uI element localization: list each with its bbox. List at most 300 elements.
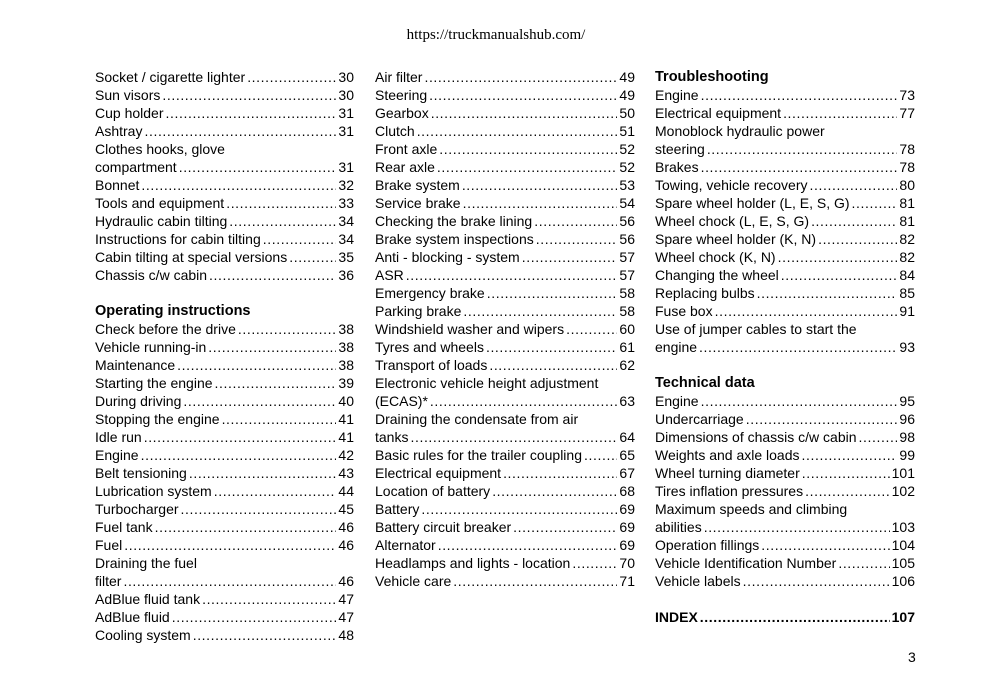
toc-entry[interactable] [95, 374, 354, 392]
dot-leader [247, 68, 336, 86]
toc-entry-label: steering [655, 141, 705, 157]
dot-leader [566, 320, 617, 338]
toc-entry-page: 69 [619, 501, 635, 517]
toc-entry-page: 98 [899, 429, 915, 445]
toc-entry-label: Idle run [95, 429, 142, 445]
toc-entry[interactable] [95, 338, 354, 356]
toc-entry[interactable] [655, 140, 915, 158]
toc-entry-page: 46 [338, 519, 354, 535]
toc-entry-page: 67 [619, 465, 635, 481]
toc-entry-label: Use of jumper cables to start the [655, 321, 857, 337]
toc-entry-label: filter [95, 573, 122, 589]
toc-entry[interactable] [655, 248, 915, 266]
toc-entry-label: Tyres and wheels [375, 339, 484, 355]
dot-leader [701, 158, 898, 176]
dot-leader [489, 356, 617, 374]
dot-leader [202, 590, 336, 608]
toc-entry-page: 105 [891, 555, 915, 571]
toc-entry-page: 102 [891, 483, 915, 499]
toc-entry-label: Instructions for cabin tilting [95, 231, 261, 247]
toc-entry-label: Battery circuit breaker [375, 519, 512, 535]
toc-entry[interactable] [95, 572, 354, 590]
toc-entry[interactable] [375, 338, 635, 356]
toc-entry[interactable] [95, 482, 354, 500]
toc-entry[interactable] [375, 230, 635, 248]
toc-entry-label: Turbocharger [95, 501, 179, 517]
toc-entry[interactable] [655, 410, 915, 428]
toc-entry-label: Check before the drive [95, 321, 236, 337]
toc-entry[interactable] [375, 212, 635, 230]
toc-entry[interactable] [95, 464, 354, 482]
toc-entry[interactable] [375, 554, 635, 572]
toc-entry-page: 38 [338, 357, 354, 373]
toc-entry-page: 70 [619, 555, 635, 571]
toc-entry-page: 35 [338, 249, 354, 265]
toc-entry[interactable] [375, 248, 635, 266]
toc-entry-page: 69 [619, 519, 635, 535]
toc-entry-page: 63 [619, 393, 635, 409]
toc-entry[interactable] [655, 158, 915, 176]
dot-leader [838, 554, 889, 572]
toc-entry-page: 40 [338, 393, 354, 409]
toc-entry-label: Steering [375, 87, 428, 103]
toc-entry-page: 85 [899, 285, 915, 301]
dot-leader [746, 410, 898, 428]
toc-entry[interactable] [375, 86, 635, 104]
toc-entry[interactable] [655, 446, 915, 464]
toc-entry-page: 52 [619, 141, 635, 157]
dot-leader [141, 446, 337, 464]
dot-leader [177, 356, 336, 374]
dot-leader [503, 464, 617, 482]
toc-entry[interactable] [655, 284, 915, 302]
toc-entry-label: AdBlue fluid tank [95, 591, 201, 607]
toc-entry[interactable] [375, 266, 635, 284]
toc-entry[interactable] [95, 590, 354, 608]
dot-leader [179, 158, 337, 176]
toc-entry-page: 107 [891, 609, 915, 625]
toc-entry[interactable] [95, 500, 354, 518]
toc-entry-label: Headlamps and lights - location [375, 555, 571, 571]
toc-entry[interactable] [655, 266, 915, 284]
toc-column-1 [95, 68, 354, 644]
dot-leader [810, 176, 898, 194]
toc-entry[interactable] [655, 86, 915, 104]
toc-entry[interactable] [375, 194, 635, 212]
toc-entry-page: 101 [891, 465, 915, 481]
toc-entry[interactable] [95, 446, 354, 464]
toc-entry-label: Socket / cigarette lighter [95, 69, 246, 85]
toc-entry[interactable] [95, 518, 354, 536]
toc-entry-page: 58 [619, 285, 635, 301]
dot-leader [166, 104, 337, 122]
toc-entry[interactable] [95, 428, 354, 446]
toc-entry-label: Basic rules for the trailer coupling [375, 447, 582, 463]
toc-entry-label: INDEX [655, 609, 698, 625]
toc-entry-label: engine [655, 339, 698, 355]
toc-entry[interactable] [655, 482, 915, 500]
toc-entry-label: Cup holder [95, 105, 164, 121]
toc-entry[interactable] [95, 320, 354, 338]
toc-entry-label: Parking brake [375, 303, 462, 319]
toc-entry-page: 38 [338, 339, 354, 355]
toc-entry[interactable] [95, 266, 354, 284]
dot-leader [421, 500, 617, 518]
toc-entry[interactable] [95, 536, 354, 554]
toc-entry-page: 45 [338, 501, 354, 517]
section-spacer [655, 356, 915, 374]
toc-entry-page: 73 [899, 87, 915, 103]
dot-leader [437, 158, 618, 176]
toc-entry-label: Rear axle [375, 159, 435, 175]
toc-entry-page: 78 [899, 159, 915, 175]
toc-entry-page: 93 [899, 339, 915, 355]
toc-entry-continued[interactable] [375, 374, 635, 392]
dot-leader [222, 410, 337, 428]
toc-entry-page: 36 [338, 267, 354, 283]
toc-entry[interactable] [95, 68, 354, 86]
toc-entry[interactable] [375, 446, 635, 464]
toc-entry-label: abilities [655, 519, 702, 535]
toc-entry-page: 34 [338, 231, 354, 247]
toc-entry[interactable] [375, 464, 635, 482]
toc-entry-continued[interactable] [95, 140, 354, 158]
toc-entry-page: 104 [891, 537, 915, 553]
toc-entry-label: Tires inflation pressures [655, 483, 804, 499]
toc-entry[interactable] [655, 392, 915, 410]
toc-entry-page: 31 [338, 105, 354, 121]
toc-entry[interactable] [95, 392, 354, 410]
dot-leader [584, 446, 617, 464]
toc-entry-continued[interactable] [655, 500, 915, 518]
section-heading: Troubleshooting [655, 69, 769, 85]
toc-entry[interactable] [655, 194, 915, 212]
toc-entry[interactable] [375, 140, 635, 158]
dot-leader [431, 104, 618, 122]
page-number: 3 [908, 649, 916, 665]
toc-entry-page: 65 [619, 447, 635, 463]
toc-entry[interactable] [655, 536, 915, 554]
toc-entry[interactable] [655, 338, 915, 356]
toc-entry[interactable] [375, 428, 635, 446]
toc-entry-page: 77 [899, 105, 915, 121]
toc-entry[interactable] [375, 320, 635, 338]
dot-leader [572, 554, 617, 572]
toc-entry-page: 34 [338, 213, 354, 229]
dot-leader [417, 122, 618, 140]
toc-entry-label: During driving [95, 393, 182, 409]
toc-entry[interactable] [655, 230, 915, 248]
toc-entry[interactable] [655, 464, 915, 482]
toc-entry-label: Hydraulic cabin tilting [95, 213, 228, 229]
toc-entry-page: 50 [619, 105, 635, 121]
toc-entry[interactable] [95, 176, 354, 194]
toc-entry-page: 84 [899, 267, 915, 283]
source-url[interactable]: https://truckmanualshub.com/ [406, 27, 586, 43]
dot-leader [155, 518, 337, 536]
toc-entry-label: Wheel chock (L, E, S, G) [655, 213, 810, 229]
toc-entry[interactable] [375, 518, 635, 536]
toc-entry[interactable] [375, 482, 635, 500]
toc-entry[interactable] [95, 626, 354, 644]
toc-entry-label: Spare wheel holder (L, E, S, G) [655, 195, 850, 211]
toc-entry-continued[interactable] [655, 320, 915, 338]
toc-entry-page: 78 [899, 141, 915, 157]
toc-entry-page: 60 [619, 321, 635, 337]
toc-entry-page: 68 [619, 483, 635, 499]
toc-entry[interactable] [95, 122, 354, 140]
toc-entry-page: 41 [338, 411, 354, 427]
toc-entry-page: 95 [899, 393, 915, 409]
dot-leader [778, 248, 898, 266]
dot-leader [209, 266, 336, 284]
toc-entry-page: 103 [891, 519, 915, 535]
toc-entry-continued[interactable] [95, 554, 354, 572]
toc-entry-label: Chassis c/w cabin [95, 267, 208, 283]
toc-entry-label: Fuel tank [95, 519, 153, 535]
toc-entry[interactable] [655, 302, 915, 320]
dot-leader [487, 284, 618, 302]
toc-entry-label: Dimensions of chassis c/w cabin [655, 429, 857, 445]
toc-entry[interactable] [375, 500, 635, 518]
dot-leader [453, 572, 617, 590]
toc-column-2 [375, 68, 635, 590]
section-spacer [95, 284, 354, 302]
dot-leader [406, 266, 618, 284]
dot-leader [802, 464, 890, 482]
toc-entry-label: Monoblock hydraulic power [655, 123, 825, 139]
dot-leader [430, 392, 618, 410]
toc-entry-label: Brake system [375, 177, 460, 193]
toc-entry-page: 48 [338, 627, 354, 643]
dot-leader [783, 104, 897, 122]
dot-leader [700, 608, 890, 626]
toc-entry-page: 54 [619, 195, 635, 211]
section-heading: Technical data [655, 375, 755, 391]
toc-entry-page: 31 [338, 159, 354, 175]
toc-entry-label: Towing, vehicle recovery [655, 177, 808, 193]
dot-leader [429, 86, 617, 104]
toc-entry-page: 57 [619, 249, 635, 265]
dot-leader [289, 248, 336, 266]
toc-entry-label: Draining the condensate from air [375, 411, 579, 427]
dot-leader [757, 284, 898, 302]
dot-leader [536, 230, 618, 248]
toc-entry-label: Electronic vehicle height adjustment [375, 375, 599, 391]
toc-entry-page: 80 [899, 177, 915, 193]
dot-leader [144, 122, 336, 140]
toc-entry-label: Air filter [375, 69, 423, 85]
toc-entry[interactable] [655, 518, 915, 536]
dot-leader [172, 608, 337, 626]
toc-entry-page: 41 [338, 429, 354, 445]
dot-leader [699, 338, 897, 356]
toc-entry[interactable] [95, 410, 354, 428]
toc-column-3 [655, 68, 915, 626]
toc-entry-label: Tools and equipment [95, 195, 225, 211]
toc-entry-label: Wheel chock (K, N) [655, 249, 776, 265]
toc-entry[interactable] [375, 536, 635, 554]
toc-entry-page: 69 [619, 537, 635, 553]
toc-entry-label: AdBlue fluid [95, 609, 170, 625]
toc-entry-page: 38 [338, 321, 354, 337]
toc-entry-page: 51 [619, 123, 635, 139]
toc-entry[interactable] [95, 194, 354, 212]
dot-leader [183, 392, 336, 410]
toc-entry-label: Checking the brake lining [375, 213, 533, 229]
toc-entry-label: Cooling system [95, 627, 191, 643]
dot-leader [208, 338, 336, 356]
toc-entry-label: Weights and axle loads [655, 447, 800, 463]
toc-entry-page: 33 [338, 195, 354, 211]
toc-entry[interactable] [375, 284, 635, 302]
dot-leader [226, 194, 336, 212]
toc-entry-label: Fuse box [655, 303, 713, 319]
toc-entry[interactable] [655, 104, 915, 122]
toc-entry-label: Emergency brake [375, 285, 485, 301]
toc-entry-page: 71 [619, 573, 635, 589]
section-spacer [655, 590, 915, 608]
toc-entry-label: tanks [375, 429, 409, 445]
dot-leader [123, 572, 336, 590]
toc-entry-label: Location of battery [375, 483, 491, 499]
toc-entry-label: Draining the fuel [95, 555, 197, 571]
toc-entry[interactable] [95, 158, 354, 176]
toc-entry-label: Vehicle running-in [95, 339, 207, 355]
toc-entry-label: Undercarriage [655, 411, 744, 427]
toc-entry-label: Starting the engine [95, 375, 213, 391]
dot-leader [522, 248, 618, 266]
toc-entry-label: Replacing bulbs [655, 285, 755, 301]
toc-entry[interactable] [95, 212, 354, 230]
toc-entry-page: 32 [338, 177, 354, 193]
toc-entry-label: Lubrication system [95, 483, 212, 499]
dot-leader [463, 302, 617, 320]
toc-entry-label: (ECAS)* [375, 393, 428, 409]
toc-entry-page: 39 [338, 375, 354, 391]
toc-entry[interactable] [655, 428, 915, 446]
toc-entry[interactable] [375, 68, 635, 86]
toc-entry-label: Engine [655, 87, 699, 103]
toc-entry[interactable] [655, 176, 915, 194]
toc-entry-page: 46 [338, 537, 354, 553]
dot-leader [781, 266, 898, 284]
toc-entry-label: Brake system inspections [375, 231, 534, 247]
toc-entry-label: Gearbox [375, 105, 429, 121]
toc-entry-page: 30 [338, 87, 354, 103]
toc-entry-label: Service brake [375, 195, 461, 211]
toc-entry-label: Wheel turning diameter [655, 465, 800, 481]
toc-entry-page: 44 [338, 483, 354, 499]
toc-entry-label: Anti - blocking - system [375, 249, 520, 265]
toc-entry-page: 49 [619, 69, 635, 85]
toc-entry-page: 64 [619, 429, 635, 445]
toc-entry-label: Fuel [95, 537, 123, 553]
dot-leader [492, 482, 617, 500]
toc-entry-page: 81 [899, 195, 915, 211]
toc-entry-page: 56 [619, 231, 635, 247]
toc-entry[interactable] [375, 572, 635, 590]
dot-leader [743, 572, 890, 590]
toc-entry-page: 96 [899, 411, 915, 427]
toc-entry-label: Clothes hooks, glove [95, 141, 225, 157]
dot-leader [214, 482, 337, 500]
toc-entry-label: Clutch [375, 123, 415, 139]
dot-leader [410, 428, 617, 446]
toc-entry-label: Maintenance [95, 357, 176, 373]
dot-leader [701, 392, 898, 410]
toc-entry-label: Spare wheel holder (K, N) [655, 231, 817, 247]
toc-entry[interactable] [375, 356, 635, 374]
toc-entry-label: Cabin tilting at special versions [95, 249, 288, 265]
toc-entry-page: 31 [338, 123, 354, 139]
dot-leader [141, 176, 336, 194]
toc-entry-label: Ashtray [95, 123, 143, 139]
toc-entry[interactable] [95, 356, 354, 374]
dot-leader [124, 536, 336, 554]
dot-leader [707, 140, 898, 158]
dot-leader [193, 626, 337, 644]
toc-entry-label: Vehicle labels [655, 573, 741, 589]
toc-entry-page: 81 [899, 213, 915, 229]
toc-entry-page: 61 [619, 339, 635, 355]
toc-entry[interactable] [95, 86, 354, 104]
toc-entry-page: 58 [619, 303, 635, 319]
toc-entry[interactable] [95, 230, 354, 248]
toc-entry-label: Electrical equipment [375, 465, 502, 481]
toc-entry-page: 91 [899, 303, 915, 319]
toc-entry[interactable] [375, 158, 635, 176]
toc-entry-page: 82 [899, 249, 915, 265]
toc-entry[interactable] [655, 554, 915, 572]
toc-entry[interactable] [95, 104, 354, 122]
toc-entry-continued[interactable] [375, 410, 635, 428]
toc-entry[interactable] [375, 104, 635, 122]
toc-entry[interactable] [375, 122, 635, 140]
toc-entry[interactable] [375, 392, 635, 410]
toc-entry-page: 42 [338, 447, 354, 463]
toc-entry[interactable] [95, 248, 354, 266]
dot-leader [144, 428, 337, 446]
dot-leader [805, 482, 890, 500]
toc-entry-page: 52 [619, 159, 635, 175]
toc-entry[interactable] [95, 608, 354, 626]
dot-leader [859, 428, 898, 446]
toc-entry-page: 53 [619, 177, 635, 193]
toc-entry-label: Bonnet [95, 177, 140, 193]
dot-leader [238, 320, 337, 338]
toc-entry-label: Vehicle Identification Number [655, 555, 837, 571]
dot-leader [534, 212, 617, 230]
toc-entry[interactable] [655, 572, 915, 590]
toc-entry-label: Electrical equipment [655, 105, 782, 121]
dot-leader [189, 464, 337, 482]
toc-entry[interactable] [375, 302, 635, 320]
section-heading: Operating instructions [95, 303, 251, 319]
toc-entry-label: Belt tensioning [95, 465, 187, 481]
toc-entry-label: Changing the wheel [655, 267, 779, 283]
dot-leader [162, 86, 336, 104]
toc-entry[interactable] [655, 608, 915, 626]
dot-leader [704, 518, 890, 536]
dot-leader [811, 212, 897, 230]
toc-entry-page: 106 [891, 573, 915, 589]
toc-entry[interactable] [655, 212, 915, 230]
toc-entry-page: 46 [338, 573, 354, 589]
toc-entry[interactable] [375, 176, 635, 194]
toc-entry-label: Stopping the engine [95, 411, 220, 427]
toc-entry-continued[interactable] [655, 122, 915, 140]
